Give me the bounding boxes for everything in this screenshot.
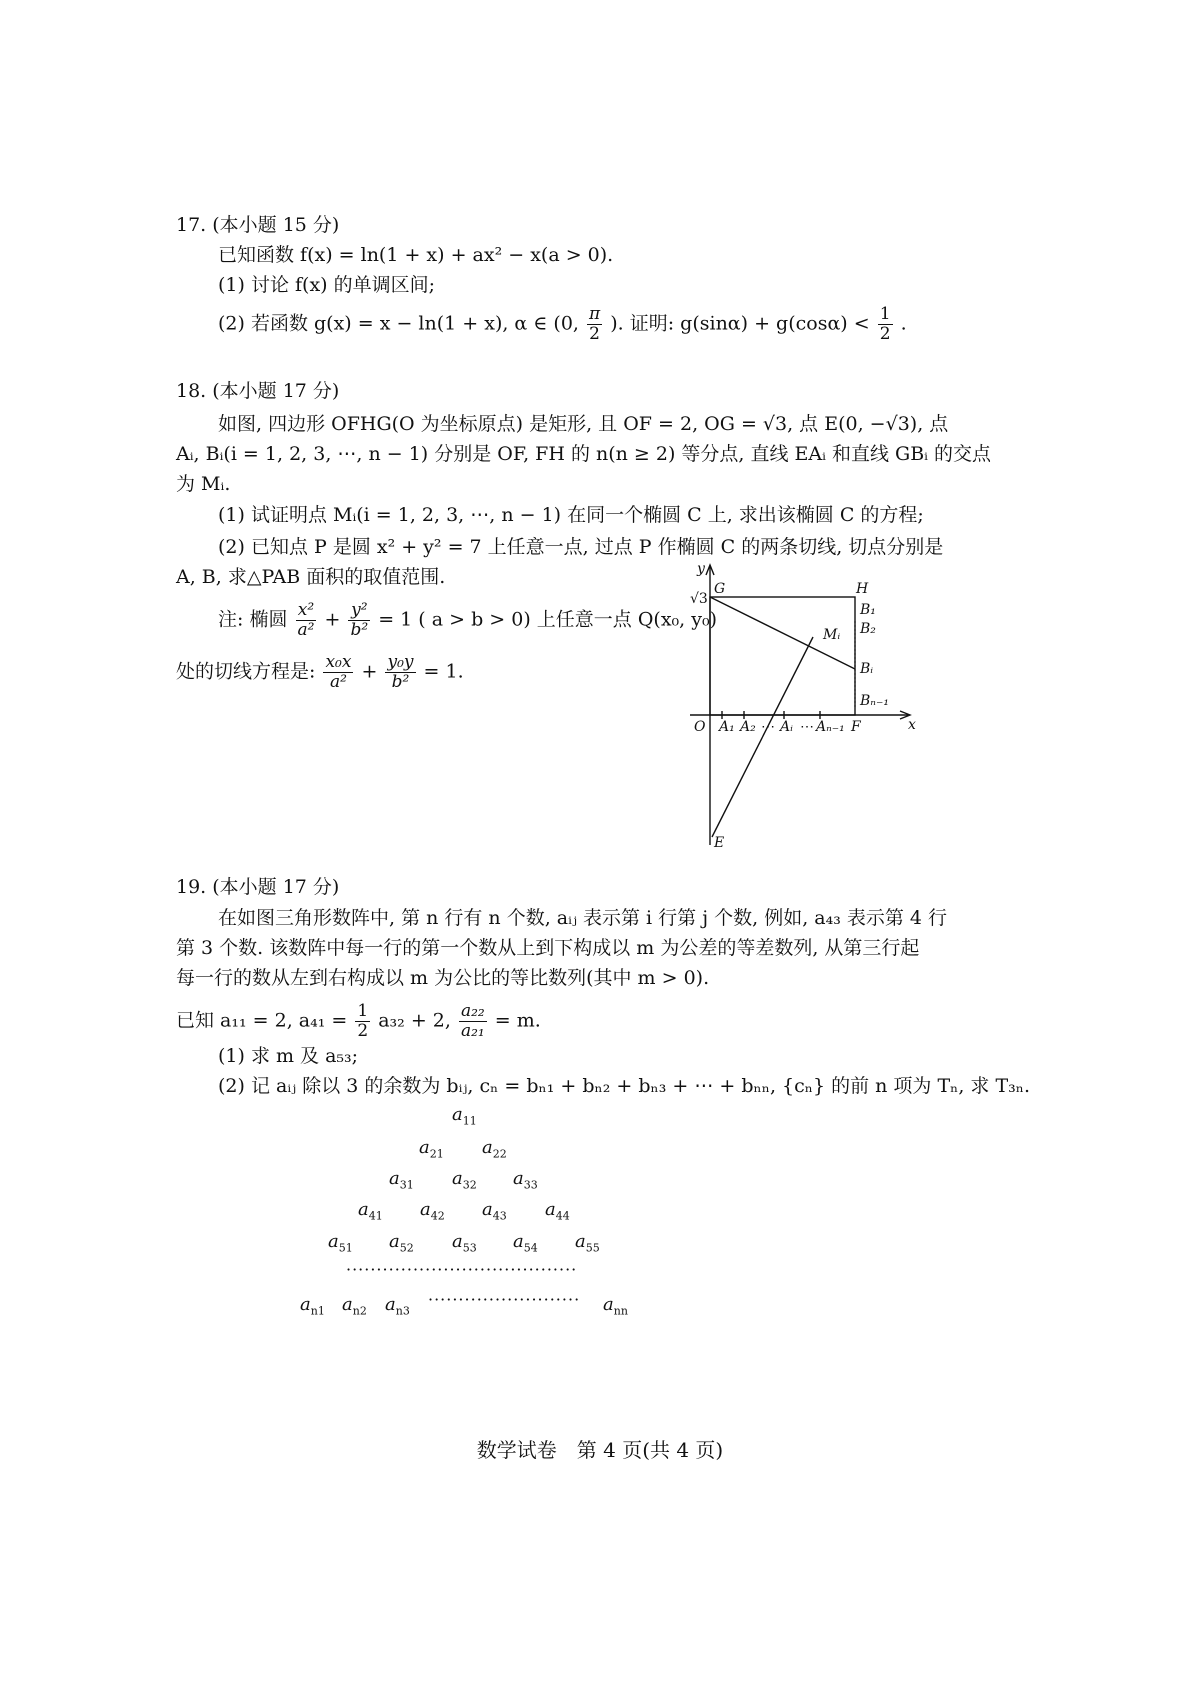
- entry-letter: a: [545, 1199, 556, 1220]
- ellipsis-row: ······································: [346, 1260, 578, 1279]
- entry-letter: a: [452, 1104, 463, 1125]
- entry-subscript: 22: [492, 1147, 507, 1161]
- label-adots: ⋯: [761, 719, 775, 735]
- fraction-numerator: x₀x: [325, 652, 352, 672]
- one-half-fraction: [878, 305, 893, 344]
- entry-a32: [452, 1168, 477, 1192]
- entry-subscript: 43: [492, 1209, 507, 1223]
- one-half-fraction: [355, 1002, 370, 1041]
- entry-subscript: 55: [585, 1241, 600, 1255]
- fraction-denominator: a²: [297, 620, 315, 640]
- fraction-numerator: π: [589, 304, 601, 324]
- fraction-denominator: 2: [357, 1021, 369, 1041]
- q19-known-conditions: [176, 1002, 541, 1041]
- a22-over-a21-fraction: [459, 1002, 487, 1041]
- entry-subscript: 42: [430, 1209, 445, 1223]
- known-text-b: a₃₂ + 2,: [378, 1009, 451, 1032]
- entry-letter: a: [482, 1199, 493, 1220]
- y2-over-b2-fraction: [348, 601, 370, 640]
- entry-subscript: 52: [399, 1241, 414, 1255]
- label-O: O: [694, 719, 706, 735]
- entry-subscript: 33: [523, 1178, 538, 1192]
- entry-a44: [545, 1199, 570, 1223]
- entry-letter: a: [358, 1199, 369, 1220]
- entry-a54: [513, 1231, 538, 1255]
- entry-letter: a: [385, 1294, 396, 1315]
- q17-part2-text-b: ). 证明: g(sinα) + g(cosα) <: [610, 312, 870, 335]
- entry-ann: [603, 1294, 628, 1318]
- ellipsis-last-row: ·························: [428, 1290, 581, 1309]
- entry-letter: a: [389, 1231, 400, 1252]
- entry-a42: [420, 1199, 445, 1223]
- entry-letter: a: [419, 1137, 430, 1158]
- fraction-numerator: y₀y: [387, 652, 414, 672]
- entry-letter: a: [513, 1231, 524, 1252]
- entry-a31: [389, 1168, 414, 1192]
- entry-a55: [575, 1231, 600, 1255]
- q18-note-ellipse: [218, 601, 717, 640]
- x2-over-a2-fraction: [296, 601, 317, 640]
- entry-letter: a: [300, 1294, 311, 1315]
- label-Mi: Mᵢ: [823, 627, 841, 643]
- fraction-numerator: 1: [879, 304, 891, 324]
- q18-part2-line2: A, B, 求△PAB 面积的取值范围.: [176, 566, 446, 588]
- label-x: x: [908, 717, 916, 733]
- entry-a33: [513, 1168, 538, 1192]
- pi-over-2-fraction: [587, 305, 602, 344]
- entry-subscript: n2: [352, 1304, 367, 1318]
- entry-letter: a: [389, 1168, 400, 1189]
- entry-a43: [482, 1199, 507, 1223]
- entry-a51: [328, 1231, 353, 1255]
- q18-coordinate-figure: [680, 555, 940, 855]
- fraction-denominator: b²: [350, 620, 369, 640]
- q18-para-line3: 为 Mᵢ.: [176, 473, 231, 495]
- entry-a22: [482, 1137, 507, 1161]
- entry-letter: a: [452, 1231, 463, 1252]
- q17-heading: 17. (本小题 15 分): [176, 214, 340, 236]
- q19-para-line3: 每一行的数从左到右构成以 m 为公比的等比数列(其中 m > 0).: [176, 967, 710, 989]
- entry-letter: a: [482, 1137, 493, 1158]
- label-F: F: [851, 719, 861, 735]
- entry-a53: [452, 1231, 477, 1255]
- entry-letter: a: [420, 1199, 431, 1220]
- x0x-over-a2-fraction: [323, 653, 353, 692]
- fraction-numerator: x²: [296, 601, 317, 621]
- fraction-denominator: a₂₁: [460, 1021, 485, 1041]
- entry-subscript: 44: [555, 1209, 570, 1223]
- plus-sign: +: [361, 660, 378, 683]
- q19-heading: 19. (本小题 17 分): [176, 876, 340, 898]
- label-G: G: [714, 581, 726, 597]
- entry-an3: [385, 1294, 410, 1318]
- q19-para-line1: 在如图三角形数阵中, 第 n 行有 n 个数, aᵢⱼ 表示第 i 行第 j 个数, 例如, a₄₃ 表示第 4 行: [218, 907, 948, 929]
- fraction-numerator: y²: [348, 601, 370, 621]
- entry-an2: [342, 1294, 367, 1318]
- q18-part1: (1) 试证明点 Mᵢ(i = 1, 2, 3, ⋯, n − 1) 在同一个椭圆 C 上, 求出该椭圆 C 的方程;: [218, 504, 924, 526]
- label-A2: A₂: [740, 719, 756, 735]
- fraction-numerator: a₂₂: [460, 1001, 485, 1021]
- known-text-a: 已知 a₁₁ = 2, a₄₁ =: [176, 1009, 348, 1032]
- q18-para-line2: Aᵢ, Bᵢ(i = 1, 2, 3, ⋯, n − 1) 分别是 OF, FH 的 n(n ≥ 2) 等分点, 直线 EAᵢ 和直线 GBᵢ 的交点: [176, 443, 992, 465]
- entry-subscript: 51: [338, 1241, 353, 1255]
- entry-subscript: 54: [523, 1241, 538, 1255]
- q17-part2-text-a: (2) 若函数 g(x) = x − ln(1 + x), α ∈ (0,: [218, 312, 579, 335]
- label-adots2: ⋯: [800, 719, 814, 735]
- entry-letter: a: [452, 1168, 463, 1189]
- label-Ai: Aᵢ: [780, 719, 793, 735]
- entry-subscript: 21: [429, 1147, 444, 1161]
- entry-subscript: 53: [462, 1241, 477, 1255]
- label-Bn1: Bₙ₋₁: [860, 693, 889, 709]
- q18-note-tangent: [176, 653, 464, 692]
- q17-part1: (1) 讨论 f(x) 的单调区间;: [218, 274, 436, 296]
- fraction-denominator: 2: [589, 324, 600, 344]
- label-H: H: [856, 581, 869, 597]
- entry-letter: a: [513, 1168, 524, 1189]
- line-EAi: [712, 637, 813, 837]
- label-Bi: Bᵢ: [860, 661, 874, 677]
- q17-part2: [218, 305, 907, 344]
- y0y-over-b2-fraction: [385, 653, 415, 692]
- entry-subscript: 11: [462, 1114, 477, 1128]
- entry-a21: [419, 1137, 444, 1161]
- page-footer: 数学试卷 第 4 页(共 4 页): [476, 1438, 724, 1462]
- q17-part2-text-c: .: [900, 312, 907, 335]
- q18-para-line1: 如图, 四边形 OFHG(O 为坐标原点) 是矩形, 且 OF = 2, OG = √3, 点 E(0, −√3), 点: [218, 413, 949, 435]
- entry-a52: [389, 1231, 414, 1255]
- entry-subscript: 32: [462, 1178, 477, 1192]
- label-B1: B₁: [860, 602, 876, 618]
- entry-letter: a: [575, 1231, 586, 1252]
- entry-an1: [300, 1294, 325, 1318]
- note-text: = 1 ( a > b > 0) 上任意一点 Q(x₀, y₀): [378, 608, 717, 631]
- entry-a11: [452, 1104, 477, 1128]
- label-sqrt3: √3: [690, 591, 708, 607]
- label-y: y: [697, 561, 705, 577]
- entry-a41: [358, 1199, 383, 1223]
- fraction-numerator: 1: [357, 1001, 369, 1021]
- q18-part2-line1: (2) 已知点 P 是圆 x² + y² = 7 上任意一点, 过点 P 作椭圆 C 的两条切线, 切点分别是: [218, 536, 944, 558]
- entry-subscript: n1: [310, 1304, 325, 1318]
- entry-letter: a: [342, 1294, 353, 1315]
- note-label: 注: 椭圆: [218, 608, 288, 631]
- tangent-label: 处的切线方程是:: [176, 660, 316, 683]
- q19-part2: (2) 记 aᵢⱼ 除以 3 的余数为 bᵢⱼ, cₙ = bₙ₁ + bₙ₂ + bₙ₃ + ⋯ + bₙₙ, {cₙ} 的前 n 项为 Tₙ, 求 T₃ₙ.: [218, 1075, 1031, 1097]
- entry-subscript: n3: [395, 1304, 410, 1318]
- label-E: E: [714, 835, 725, 851]
- entry-subscript: 41: [368, 1209, 383, 1223]
- entry-subscript: nn: [613, 1304, 628, 1318]
- known-text-c: = m.: [494, 1009, 541, 1032]
- fraction-denominator: 2: [879, 324, 891, 344]
- fraction-denominator: a²: [329, 672, 347, 692]
- plus-sign: +: [324, 608, 341, 631]
- label-A1: A₁: [719, 719, 735, 735]
- tangent-text: = 1.: [423, 660, 464, 683]
- q19-part1: (1) 求 m 及 a₅₃;: [218, 1045, 359, 1067]
- entry-letter: a: [328, 1231, 339, 1252]
- q19-para-line2: 第 3 个数. 该数阵中每一行的第一个数从上到下构成以 m 为公差的等差数列, 从第三行起: [176, 937, 920, 959]
- label-An1: Aₙ₋₁: [816, 719, 845, 735]
- label-B2: B₂: [860, 621, 876, 637]
- q18-heading: 18. (本小题 17 分): [176, 380, 340, 402]
- q17-statement: 已知函数 f(x) = ln(1 + x) + ax² − x(a > 0).: [218, 244, 614, 266]
- fraction-denominator: b²: [391, 672, 410, 692]
- entry-subscript: 31: [399, 1178, 414, 1192]
- entry-letter: a: [603, 1294, 614, 1315]
